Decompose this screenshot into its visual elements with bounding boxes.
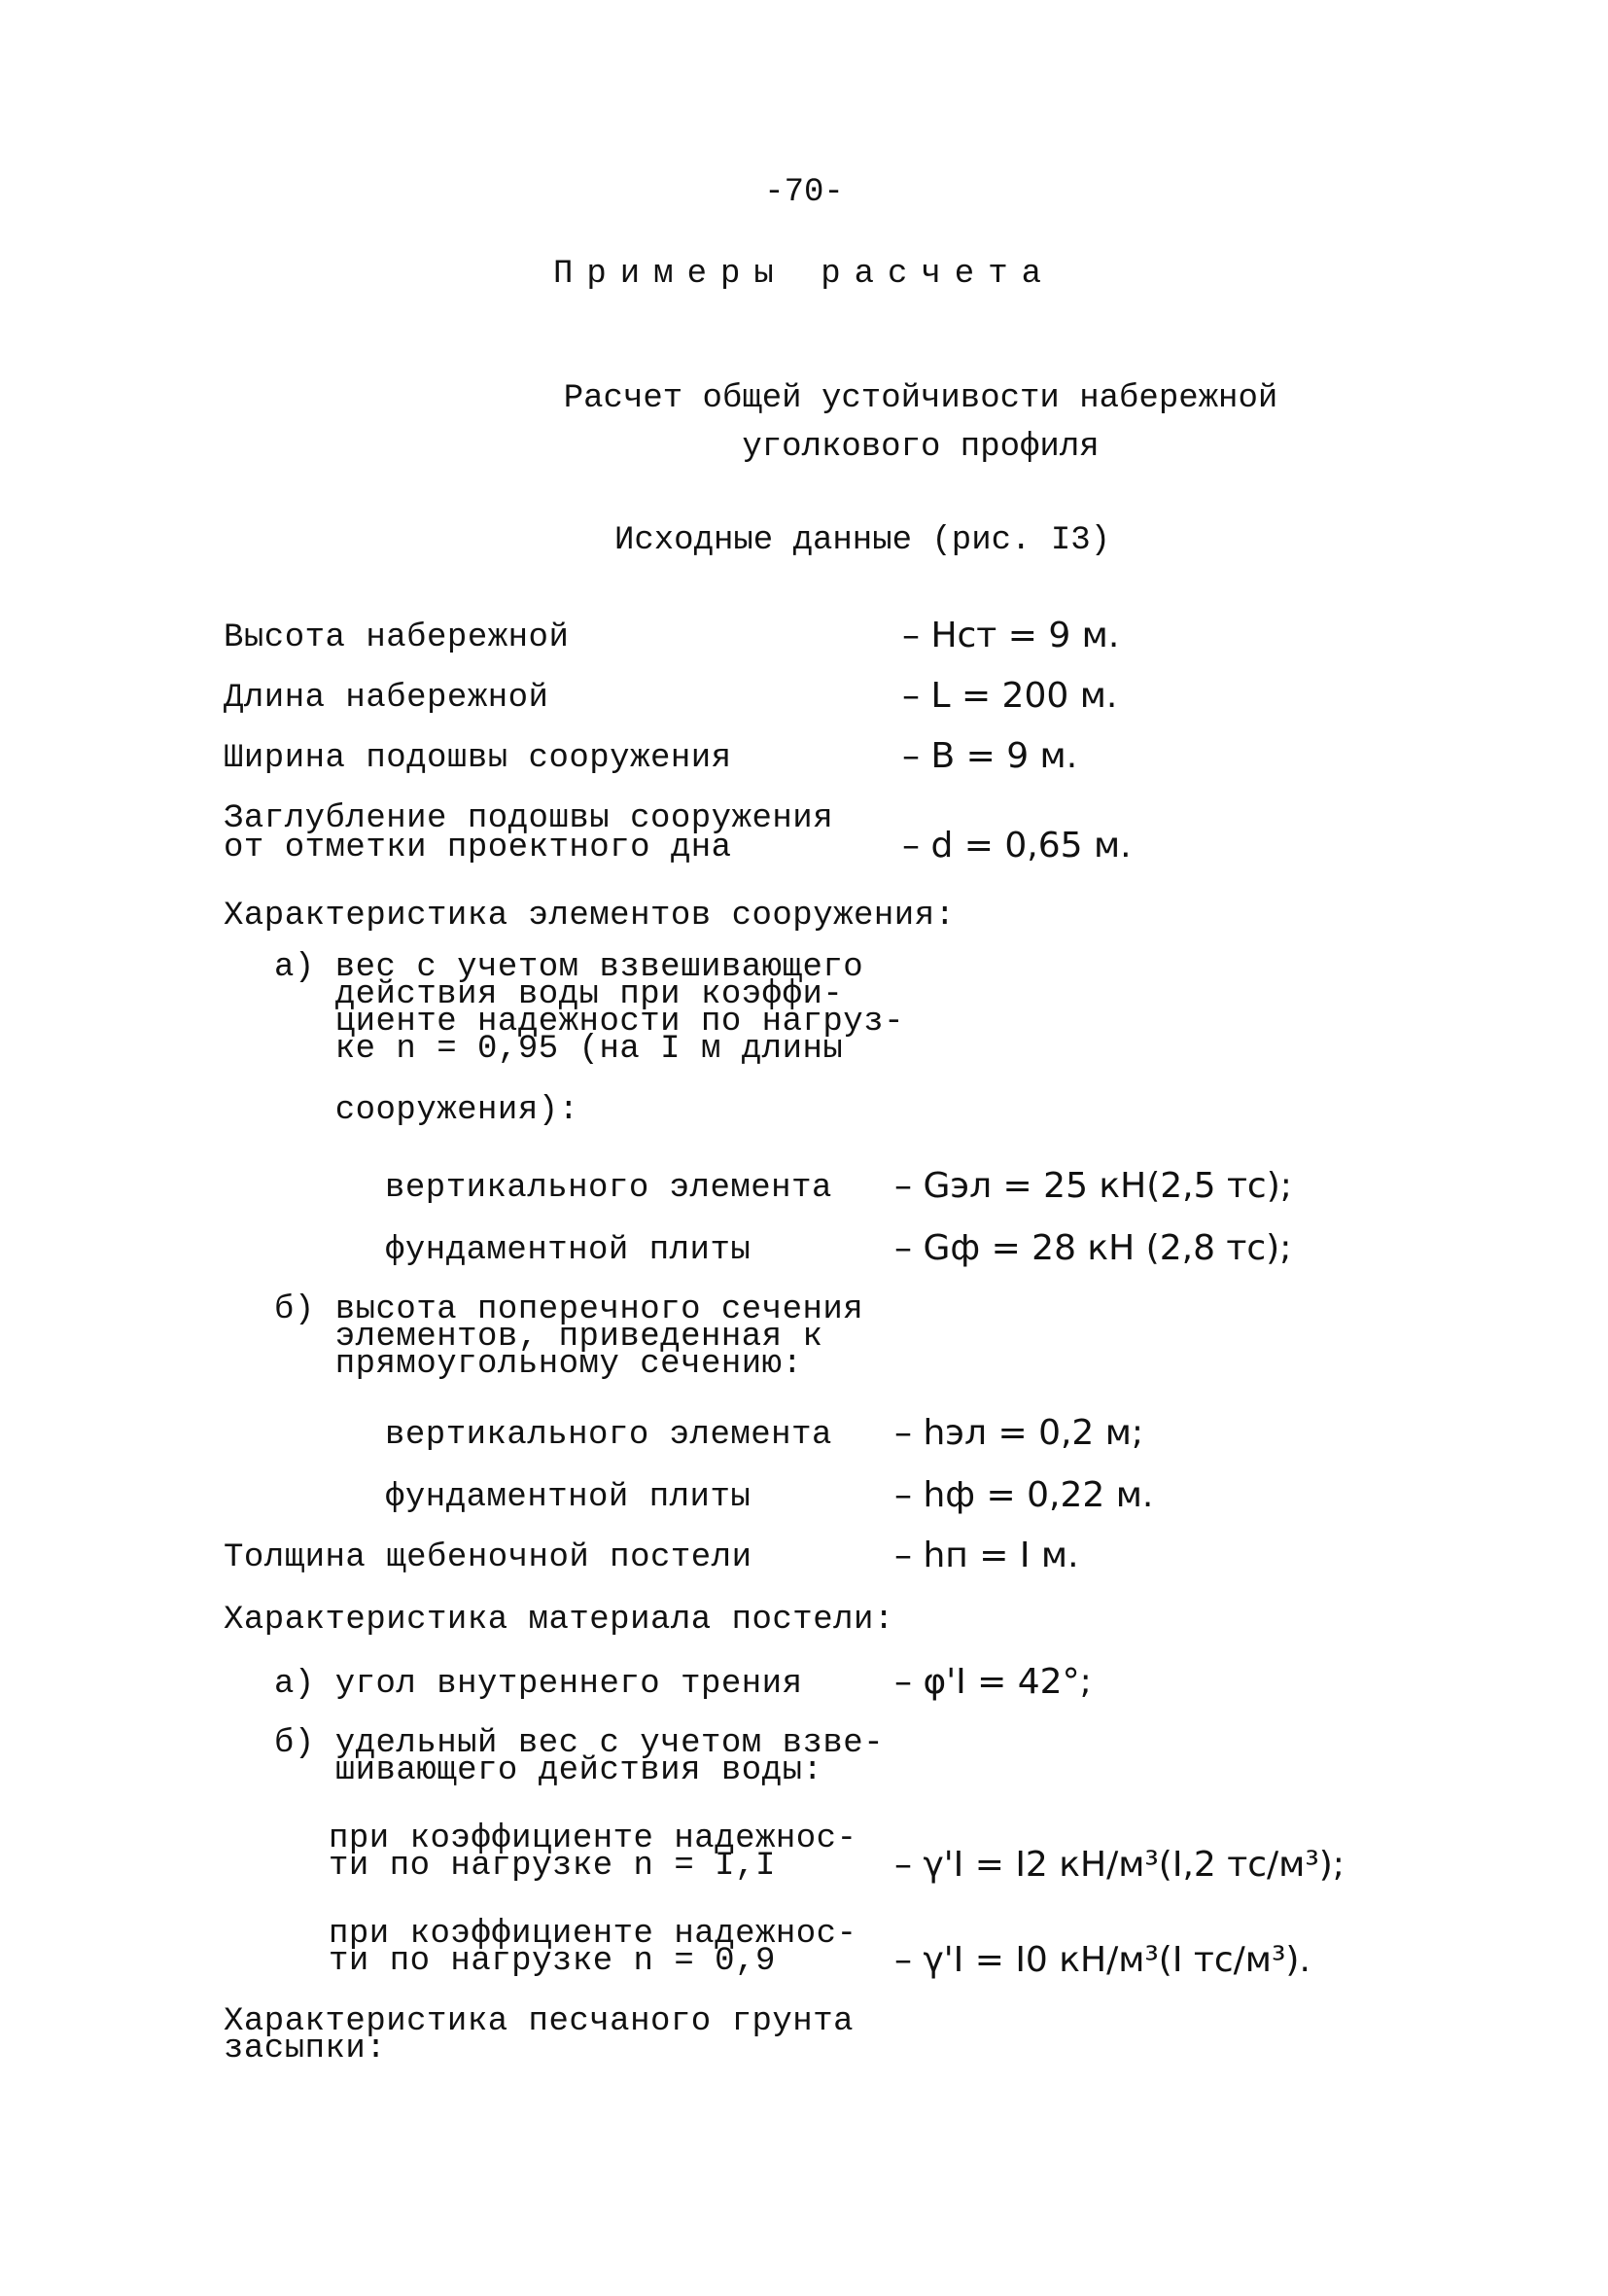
item-a-line: ке n = 0,95 (на I м длины [274, 1031, 844, 1068]
page-number: -70- [764, 174, 844, 211]
item-b2-line: шивающего действия воды: [274, 1752, 823, 1789]
row-label: от отметки проектного дна [224, 830, 732, 866]
row-formula: – Gэл = 25 кН(2,5 тс); [894, 1166, 1292, 1206]
section-title: Характеристика элементов сооружения: [224, 898, 956, 935]
item-a-line: действия воды при коэффи- [274, 976, 844, 1013]
row-formula: – L = 200 м. [902, 676, 1118, 716]
title-line-1: Расчет общей устойчивости набережной [563, 380, 1278, 417]
row-label: ти по нагрузке n = 0,9 [329, 1943, 776, 1980]
row-formula: – d = 0,65 м. [902, 826, 1132, 865]
row-formula: – γ'I = I0 кН/м³(I тс/м³). [894, 1940, 1311, 1980]
section-title: засыпки: [224, 2031, 387, 2067]
item-b-line: б) высота поперечного сечения [274, 1291, 864, 1328]
row-label: при коэффициенте надежнос- [329, 1916, 857, 1953]
row-label: при коэффициенте надежнос- [329, 1820, 857, 1857]
subtitle: Исходные данные (рис. I3) [613, 522, 1111, 559]
section-title: Характеристика материала постели: [224, 1602, 894, 1639]
row-label: ти по нагрузке n = I,I [329, 1848, 776, 1885]
item-b-line: элементов, приведенная к [274, 1319, 823, 1356]
row-formula: – B = 9 м. [902, 736, 1078, 776]
row-formula: – hф = 0,22 м. [894, 1475, 1154, 1515]
section-title: Характеристика песчаного грунта [224, 2003, 855, 2040]
row-formula: – Gф = 28 кН (2,8 тс); [894, 1228, 1292, 1268]
item-a-line: а) вес с учетом взвешивающего [274, 949, 864, 986]
row-label: фундаментной плиты [385, 1232, 752, 1269]
item-b-line: прямоугольному сечению: [274, 1346, 803, 1383]
row-formula: – hэл = 0,2 м; [894, 1413, 1144, 1453]
item-b2-line: б) удельный вес с учетом взве- [274, 1725, 885, 1762]
row-formula: – hп = I м. [894, 1536, 1079, 1575]
row-label: Высота набережной [224, 619, 570, 656]
row-label: фундаментной плиты [385, 1479, 752, 1516]
row-label: Заглубление подошвы сооружения [224, 800, 834, 837]
title-line-2: уголкового профиля [742, 429, 1100, 466]
row-label: вертикального элемента [385, 1170, 832, 1207]
row-label: Толщина щебеночной постели [224, 1539, 752, 1576]
row-label: Длина набережной [224, 680, 549, 717]
row-label: Ширина подошвы сооружения [224, 740, 732, 777]
row-formula: – Hст = 9 м. [902, 616, 1120, 655]
item-a-line: сооружения): [274, 1092, 579, 1129]
row-label: вертикального элемента [385, 1417, 832, 1454]
row-formula: – φ'I = 42°; [894, 1662, 1092, 1702]
row-label: а) угол внутреннего трения [274, 1666, 803, 1703]
item-a-line: циенте надежности по нагруз- [274, 1004, 905, 1041]
row-formula: – γ'I = I2 кН/м³(I,2 тс/м³); [894, 1845, 1345, 1885]
section-heading: Примеры расчета [552, 256, 1056, 293]
